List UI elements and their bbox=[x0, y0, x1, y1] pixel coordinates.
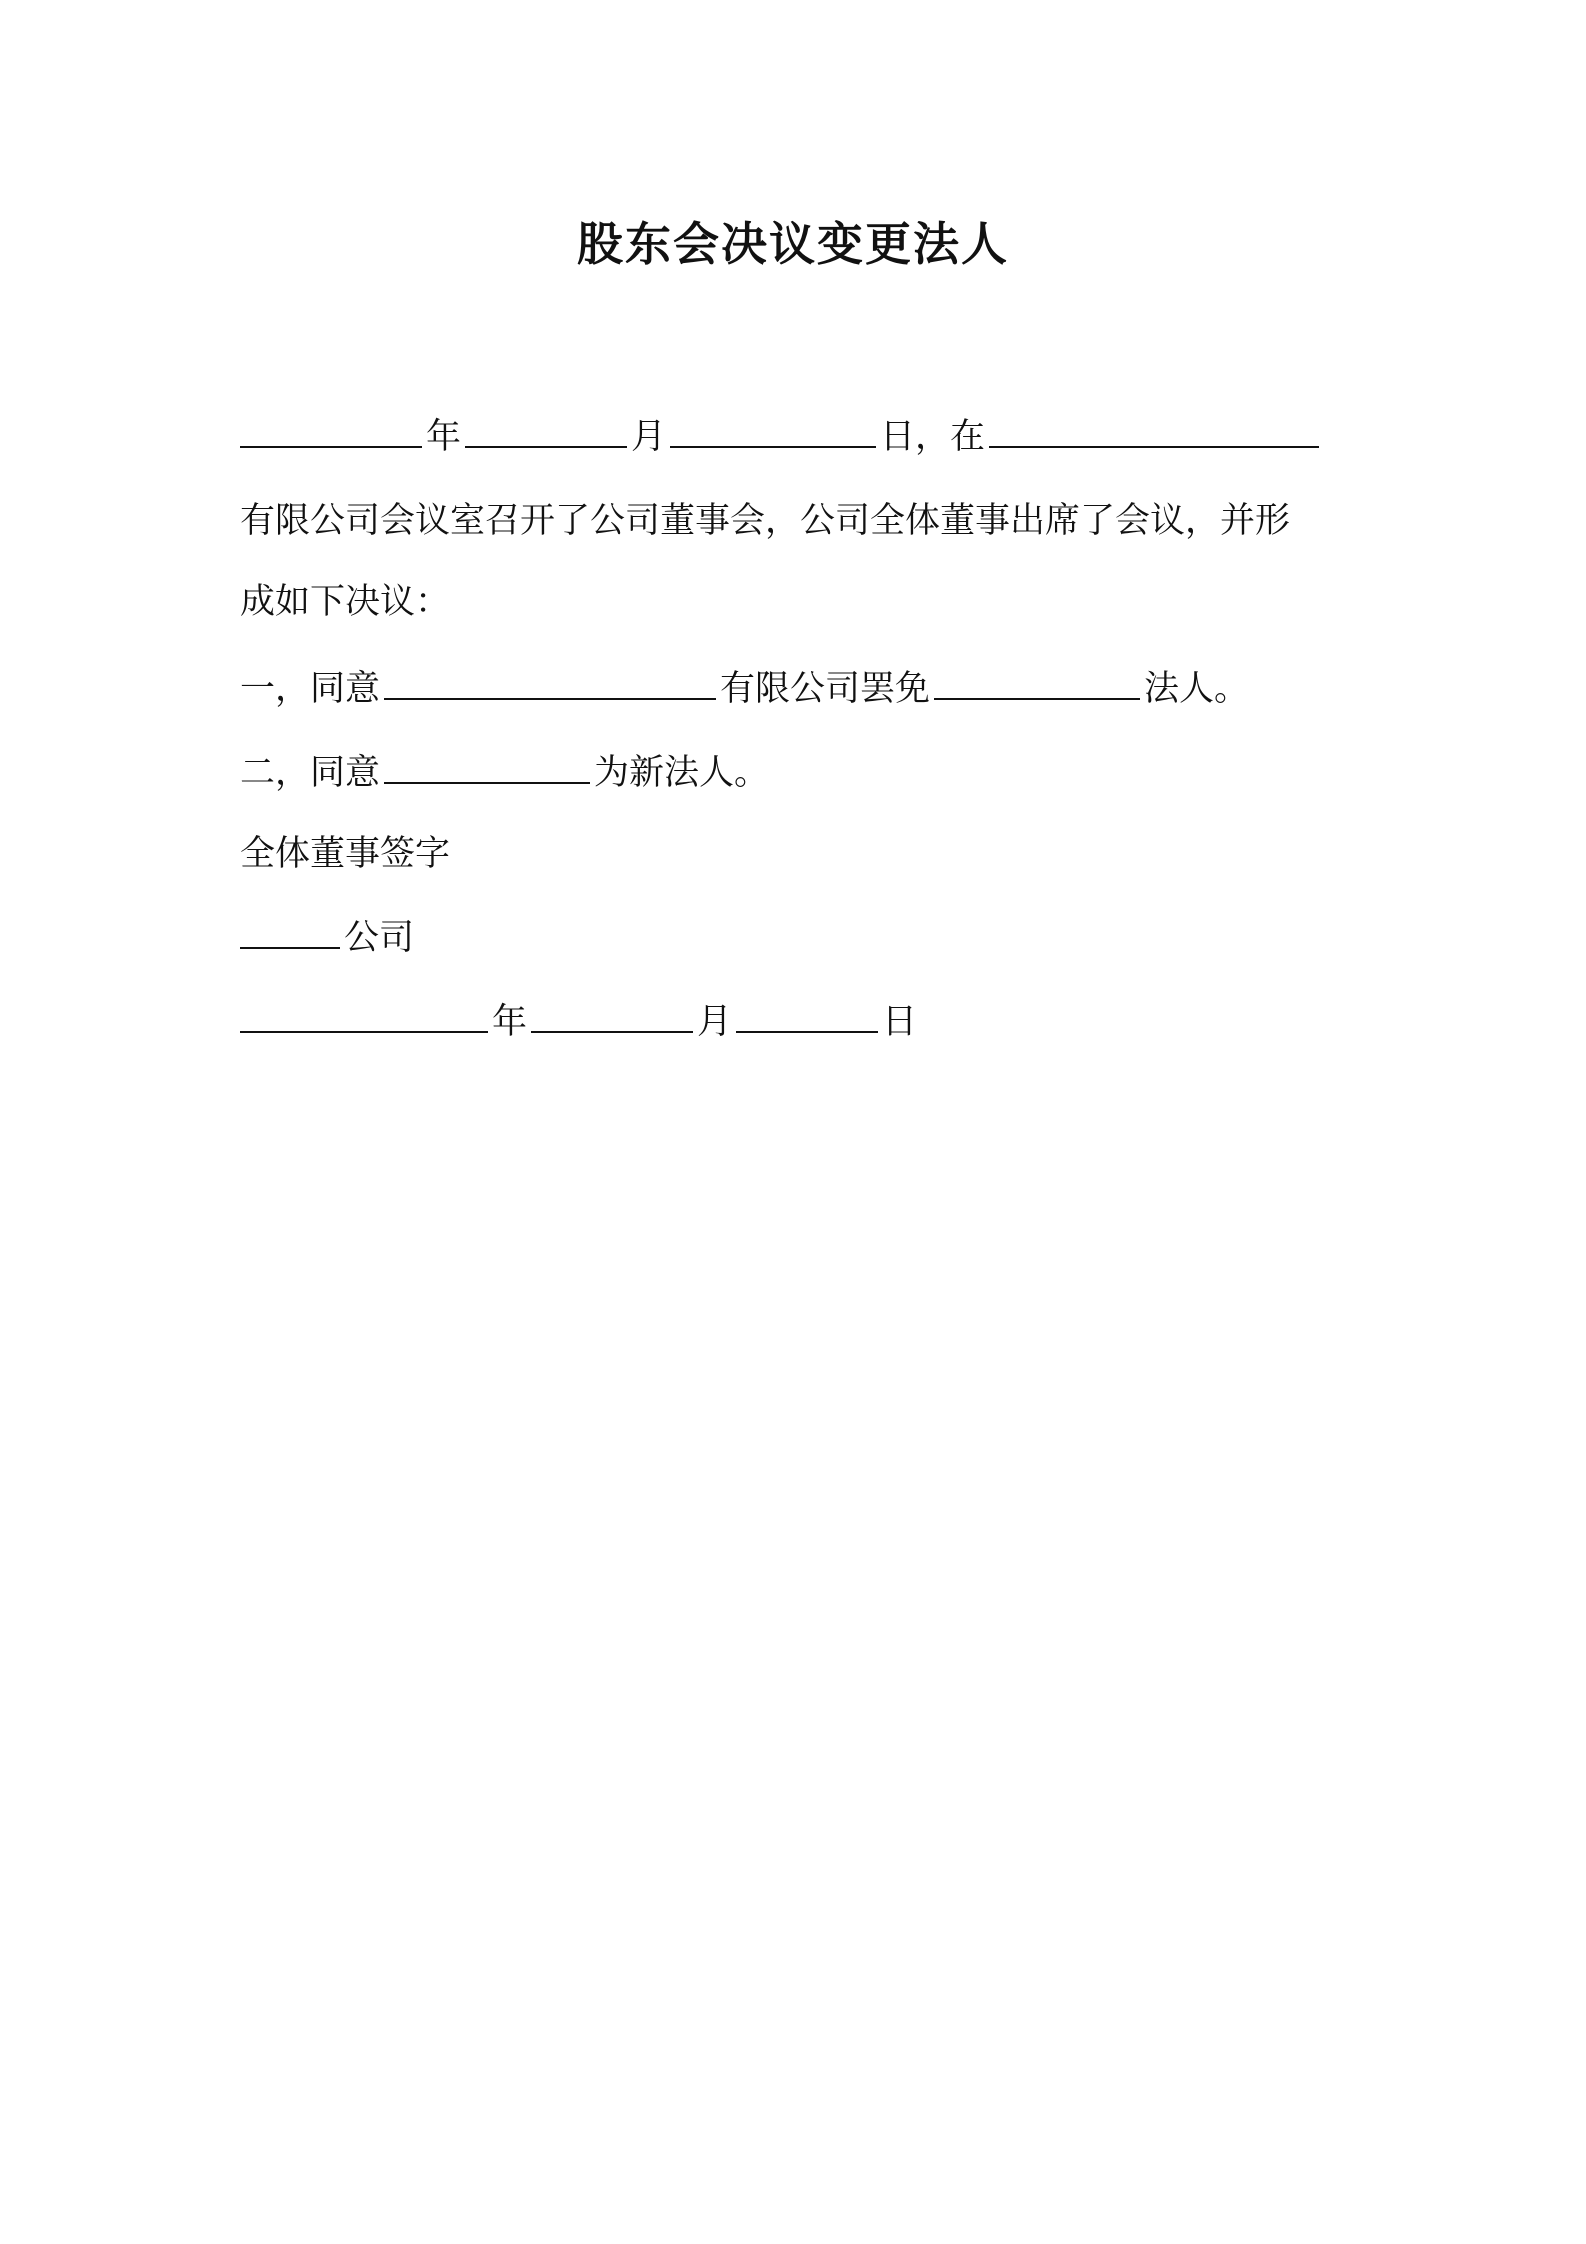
item1-middle: 有限公司罢免 bbox=[720, 669, 931, 709]
year-blank[interactable] bbox=[240, 412, 422, 448]
sign-day-blank[interactable] bbox=[736, 997, 878, 1033]
item2-suffix: 为新法人。 bbox=[594, 753, 770, 793]
item2-prefix: 二，同意 bbox=[240, 753, 381, 793]
day-blank[interactable] bbox=[670, 412, 876, 448]
resolution-item-2 bbox=[240, 748, 1350, 797]
sign-month-blank[interactable] bbox=[531, 997, 693, 1033]
sign-day-label: 日 bbox=[882, 1002, 918, 1042]
sign-year-label: 年 bbox=[492, 1002, 528, 1042]
sign-year-blank[interactable] bbox=[240, 997, 488, 1033]
resolution-item-1 bbox=[240, 664, 1350, 713]
meeting-description-line: 有限公司会议室召开了公司董事会，公司全体董事出席了会议，并形 bbox=[240, 501, 1291, 541]
signature-label: 全体董事签字 bbox=[240, 834, 451, 874]
item1-company-blank[interactable] bbox=[384, 664, 716, 700]
signature-date-line bbox=[240, 997, 1350, 1046]
month-label: 月 bbox=[631, 417, 667, 457]
company-name-blank[interactable] bbox=[989, 412, 1319, 448]
month-blank[interactable] bbox=[465, 412, 627, 448]
day-at-label: 日，在 bbox=[880, 417, 986, 457]
document-title: 股东会决议变更法人 bbox=[577, 217, 1009, 271]
meeting-date-place-line bbox=[240, 412, 1350, 461]
company-suffix: 公司 bbox=[344, 918, 415, 958]
signing-company-blank[interactable] bbox=[240, 913, 340, 949]
sign-month-label: 月 bbox=[697, 1002, 733, 1042]
removed-person-blank[interactable] bbox=[934, 664, 1140, 700]
resolution-intro-line: 成如下决议： bbox=[240, 582, 451, 622]
item1-suffix: 法人。 bbox=[1144, 669, 1250, 709]
company-signature-line bbox=[240, 913, 1350, 962]
new-representative-blank[interactable] bbox=[384, 748, 590, 784]
item1-prefix: 一，同意 bbox=[240, 669, 381, 709]
year-label: 年 bbox=[426, 417, 462, 457]
